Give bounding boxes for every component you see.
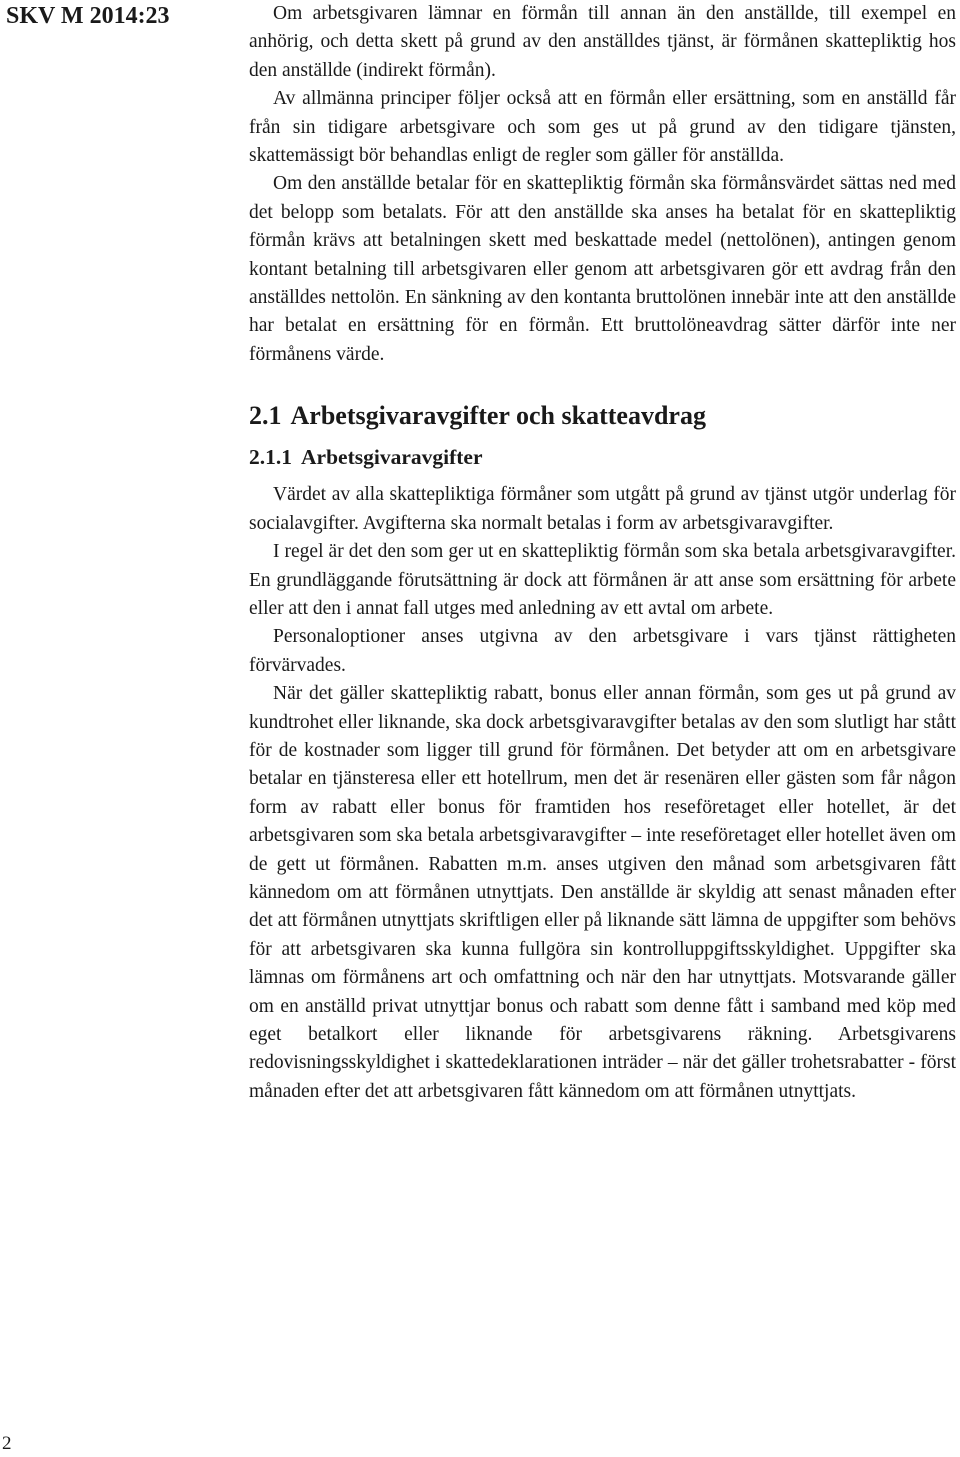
paragraph-social-fees-basis: Värdet av alla skattepliktiga förmåner som utgått på grund av tjänst utgör underlag för socialavgifter. Avgifterna ska normalt betalas i form av arbetsgivaravgifter. <box>249 484 956 534</box>
paragraph-former-employer: Av allmänna principer följer också att en förmån eller ersättning, som en anställd får från sin tidigare arbetsgivare och som ges ut på grund av den tidigare tjänsten, skattemässigt bör behandlas enligt de regler som gäller för anställda. <box>249 88 956 167</box>
subsection-number: 2.1.1 <box>249 445 292 470</box>
paragraph-employee-payment: Om den anställde betalar för en skattepliktig förmån ska förmånsvärdet sättas ned med det belopp som betalats. För att den anställde ska anses ha betalat för en skattepliktig förmån krävs att betalningen skett med beskattade medel (nettolönen), antingen genom kontant betalning till arbetsgivaren eller genom att arbetsgivaren gör ett avdrag från den anställdes nettolön. En sänkning av den kontanta bruttolönen innebär inte att den anställde har betalat en ersättning för en förmån. Ett bruttolöneavdrag sätter därför inte ner förmånens värde. <box>249 173 956 365</box>
section-heading <box>249 399 956 433</box>
subsection-heading <box>249 443 956 471</box>
paragraph-indirect-benefit: Om arbetsgivaren lämnar en förmån till annan än den anställde, till exempel en anhörig, och detta skett på grund av den anställdes tjänst, är förmånen skattepliktig hos den anställde (indirekt förmån). <box>249 3 956 81</box>
section-title: Arbetsgivaravgifter och skatteavdrag <box>290 401 706 431</box>
section-number: 2.1 <box>249 401 282 431</box>
document-id: SKV M 2014:23 <box>6 3 170 29</box>
paragraph-who-pays: I regel är det den som ger ut en skattepliktig förmån som ska betala arbetsgivaravgifter. En grundläggande förutsättning är dock att förmånen är att anse som ersättning för arbete eller att den i annat fall utges med anledning av ett avtal om arbete. <box>249 541 956 619</box>
page-number: 2 <box>2 1433 12 1454</box>
main-content <box>249 0 956 1106</box>
heading-separator <box>282 399 291 433</box>
paragraph-loyalty-rebates: När det gäller skattepliktig rabatt, bonus eller annan förmån, som ges ut på grund av kundtrohet eller liknande, ska dock arbetsgivaravgifter betalas av den som slutligt har stått för de kostnader som ligger till grund för förmånen. Det betyder att om en arbetsgivare betalar en tjänsteresa eller ett hotellrum, men det är resenären eller gästen som får någon form av rabatt eller bonus för framtiden hos reseföretaget eller hotellet, är det arbetsgivaren som ska betala arbetsgivaravgifter – inte reseföretaget eller hotellet även om de gett ut förmånen. Rabatten m.m. anses utgiven den månad som arbetsgivaren fått kännedom om att förmånen utnyttjats. Den anställde är skyldig att senast månaden efter det att förmånen utnyttjats skriftligen eller på liknande sätt lämna de uppgifter som behövs för att arbetsgivaren ska kunna fullgöra sin kontrolluppgiftsskyldighet. Uppgifter ska lämnas om förmånens art och omfattning och när den har utnyttjats. Motsvarande gäller om en anställd privat utnyttjar bonus och rabatt som denne fått i samband med köp med eget betalkort eller liknande för arbetsgivarens räkning. Arbetsgivarens redovisningsskyldighet i skattedeklarationen inträder – när det gäller trohetsrabatter - först månaden efter det att arbetsgivaren fått kännedom om att förmånen utnyttjats. <box>249 683 956 1102</box>
section-spacer <box>249 369 956 399</box>
heading-separator <box>292 443 301 471</box>
subsection-title: Arbetsgivaravgifter <box>301 445 483 470</box>
paragraph-personnel-options: Personaloptioner anses utgivna av den arbetsgivare i vars tjänst rättigheten förvärvades. <box>249 626 956 676</box>
